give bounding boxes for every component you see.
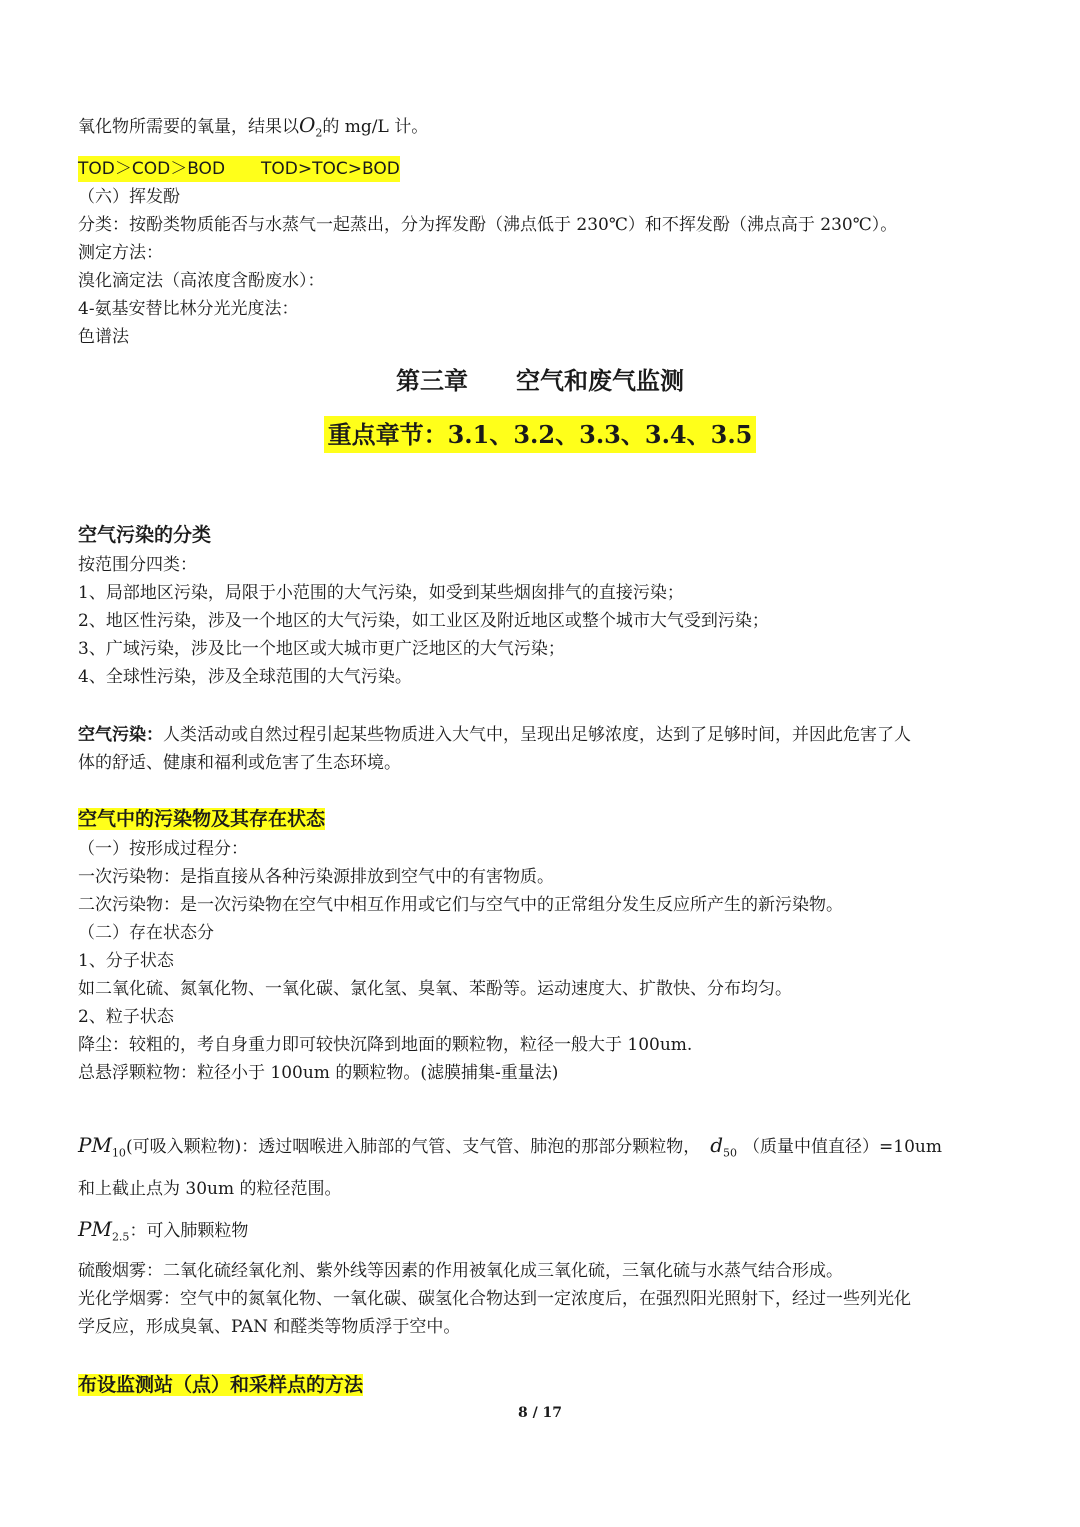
pollutants-heading-wrap	[78, 806, 325, 832]
key-sections-wrap	[0, 410, 1080, 460]
text: 氧化物所需要的氧量，结果以	[78, 117, 299, 137]
method-2: 4-氨基安替比林分光光度法：	[78, 299, 299, 319]
definition-text: 人类活动或自然过程引起某些物质进入大气中，呈现出足够浓度，达到了足够时间，并因此危害了人	[163, 725, 911, 745]
o2-subscript: 2	[315, 126, 323, 140]
list-item: 1、局部地区污染，局限于小范围的大气污染，如受到某些烟囱排气的直接污染；	[78, 583, 684, 603]
pm25-subscript: 2.5	[111, 1230, 130, 1244]
d50-text: （质量中值直径）=10um	[743, 1137, 942, 1157]
tod-cod-bod: TOD＞COD＞BOD	[78, 159, 226, 179]
pm10-line	[78, 1132, 942, 1166]
list-item: 3、广域污染，涉及比一个地区或大城市更广泛地区的大气污染；	[78, 639, 565, 659]
text: 的 mg/L 计。	[322, 117, 429, 137]
method-3: 色谱法	[78, 327, 129, 347]
pm-symbol: PM	[78, 1133, 112, 1157]
pollutants-p9: 总悬浮颗粒物：粒径小于 100um 的颗粒物。(滤膜捕集-重量法)	[78, 1063, 559, 1083]
classification-text: 分类：按酚类物质能否与水蒸气一起蒸出，分为挥发酚（沸点低于 230℃）和不挥发酚（沸点高于 230℃）。	[78, 215, 898, 235]
pm-symbol: PM	[78, 1217, 112, 1241]
chapter-title: 第三章 空气和废气监测	[396, 366, 684, 395]
section-volatile-phenol: （六）挥发酚	[78, 187, 180, 207]
definition-text-cont: 体的舒适、健康和福利或危害了生态环境。	[78, 753, 401, 773]
method-1: 溴化滴定法（高浓度含酚废水）：	[78, 271, 325, 291]
air-intro: 按范围分四类：	[78, 555, 197, 575]
air-pollution-heading: 空气污染的分类	[78, 524, 212, 546]
pollutants-p6: 如二氧化硫、氮氧化物、一氧化碳、氯化氢、臭氧、苯酚等。运动速度大、扩散快、分布均匀。	[78, 979, 792, 999]
pollutants-p4: （二）存在状态分	[78, 923, 214, 943]
pm10-text: (可吸入颗粒物)：透过咽喉进入肺部的气管、支气管、肺泡的那部分颗粒物，	[125, 1137, 701, 1157]
pollutants-heading: 空气中的污染物及其存在状态	[78, 808, 326, 830]
pm10-cont: 和上截止点为 30um 的粒径范围。	[78, 1179, 342, 1199]
station-heading: 布设监测站（点）和采样点的方法	[78, 1374, 364, 1396]
d50-symbol: d	[710, 1133, 724, 1157]
pollutants-p7: 2、粒子状态	[78, 1007, 174, 1027]
list-item: 4、全球性污染，涉及全球范围的大气污染。	[78, 667, 412, 687]
station-heading-wrap	[78, 1372, 363, 1398]
method-label: 测定方法：	[78, 243, 163, 263]
sulfuric-smog: 硫酸烟雾：二氧化硫经氧化剂、紫外线等因素的作用被氧化成三氧化硫，三氧化硫与水蒸气结合形成。	[78, 1261, 843, 1281]
pollutants-p3: 二次污染物：是一次污染物在空气中相互作用或它们与空气中的正常组分发生反应所产生的新污染物。	[78, 895, 843, 915]
air-pollution-definition	[78, 722, 911, 748]
tod-comparison	[78, 156, 400, 182]
o2-symbol: O	[299, 113, 316, 137]
oxygen-demand-line	[78, 112, 428, 146]
photochemical-smog-cont: 学反应，形成臭氧、PAN 和醛类等物质浮于空中。	[78, 1317, 461, 1337]
d50-subscript: 50	[723, 1146, 738, 1160]
pm25-line	[78, 1216, 248, 1250]
key-sections: 重点章节：3.1、3.2、3.3、3.4、3.5	[324, 416, 757, 453]
pollutants-p2: 一次污染物：是指直接从各种污染源排放到空气中的有害物质。	[78, 867, 554, 887]
photochemical-smog: 光化学烟雾：空气中的氮氧化物、一氧化碳、碳氢化合物达到一定浓度后，在强烈阳光照射下，经过一些列光化	[78, 1289, 911, 1309]
pm10-subscript: 10	[111, 1146, 126, 1160]
definition-label: 空气污染：	[78, 725, 163, 745]
list-item: 2、地区性污染，涉及一个地区的大气污染，如工业区及附近地区或整个城市大气受到污染；	[78, 611, 769, 631]
page-number: 8 / 17	[517, 1405, 563, 1421]
pollutants-p1: （一）按形成过程分：	[78, 839, 248, 859]
tod-toc-bod: TOD>TOC>BOD	[261, 159, 400, 179]
pollutants-p5: 1、分子状态	[78, 951, 174, 971]
pm25-text: ：可入肺颗粒物	[129, 1221, 249, 1241]
pollutants-p8: 降尘：较粗的，考自身重力即可较快沉降到地面的颗粒物，粒径一般大于 100um.	[78, 1035, 693, 1055]
